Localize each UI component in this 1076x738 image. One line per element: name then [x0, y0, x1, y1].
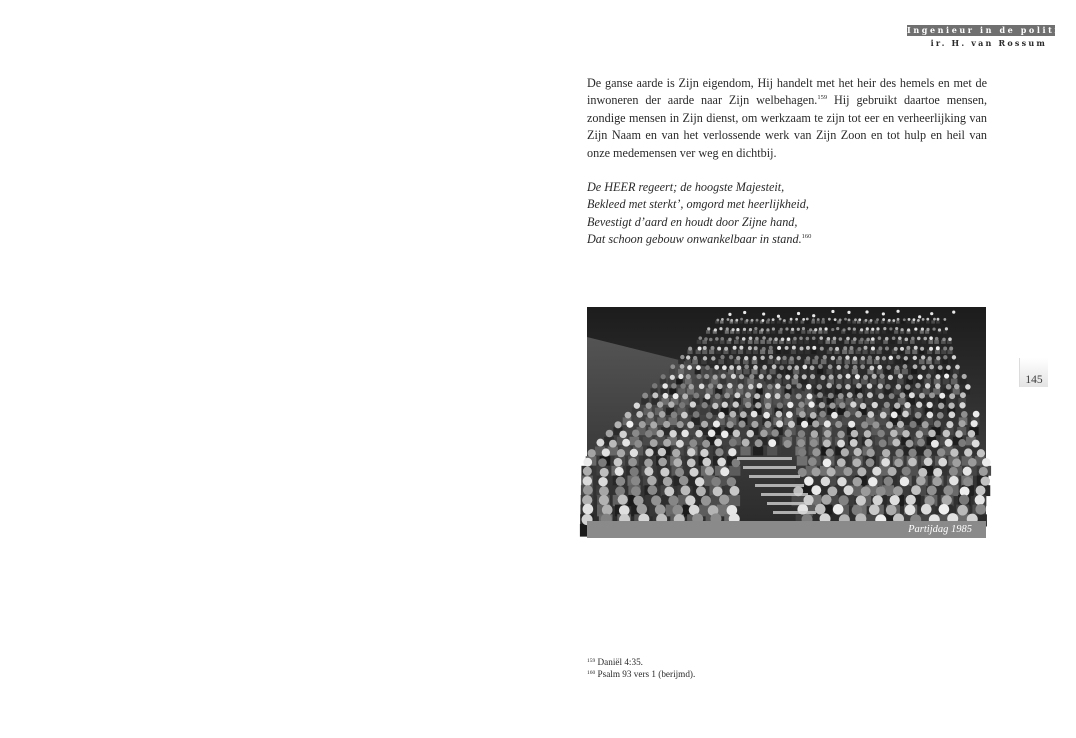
- psalm-verse: [587, 179, 987, 249]
- verse-line-4-text: Dat schoon gebouw onwankelbaar in stand.: [587, 232, 802, 247]
- photo-caption-bar: [587, 521, 986, 538]
- page-number: 145: [1025, 374, 1043, 386]
- paragraph-text-part-1: De ganse aarde is Zijn eigendom, Hij handelt met het heir des hemels en met de inwoneren der aarde naar Zijn welbehagen.: [587, 76, 987, 108]
- footnote-number: 159: [587, 658, 596, 664]
- footnote-reference-159[interactable]: 159: [817, 94, 828, 102]
- party-day-photo: [587, 307, 986, 521]
- footnote-text: Daniël 4:35.: [597, 657, 643, 667]
- verse-line-3: Bevestigt d’aard en houdt door Zijne hand,: [587, 214, 798, 229]
- footnote-159: [587, 656, 887, 668]
- footnote-number: 160: [587, 670, 596, 676]
- footnote-text: Psalm 93 vers 1 (berijmd).: [597, 669, 696, 679]
- footnote-reference-160[interactable]: 160: [801, 233, 812, 241]
- crowd-photo-image: [587, 307, 986, 521]
- footnotes: [587, 656, 887, 680]
- running-header-author: ir. H. van Rossum: [930, 38, 1047, 48]
- running-header-book-title: Ingenieur in de politiek: [907, 25, 1076, 35]
- page-number-tab: [1019, 358, 1048, 387]
- photo-caption: Partijdag 1985: [908, 524, 972, 535]
- verse-line-4: [587, 231, 987, 248]
- verse-line-2: Bekleed met sterkt’, omgord met heerlijkheid,: [587, 197, 809, 212]
- paragraph-text-part-2: Hij gebruikt daartoe mensen, zondige mensen in Zijn dienst, om werkzaam te zijn tot eer en verheerlijking van Zijn Naam en van het verlossende werk van Zijn Zoon en tot hulp en heil van onze medemensen ver weg en dichtbij.: [587, 93, 987, 160]
- verse-line-1: De HEER regeert; de hoogste Majesteit,: [587, 180, 785, 194]
- footnote-160: [587, 668, 887, 680]
- body-paragraph: [587, 75, 987, 162]
